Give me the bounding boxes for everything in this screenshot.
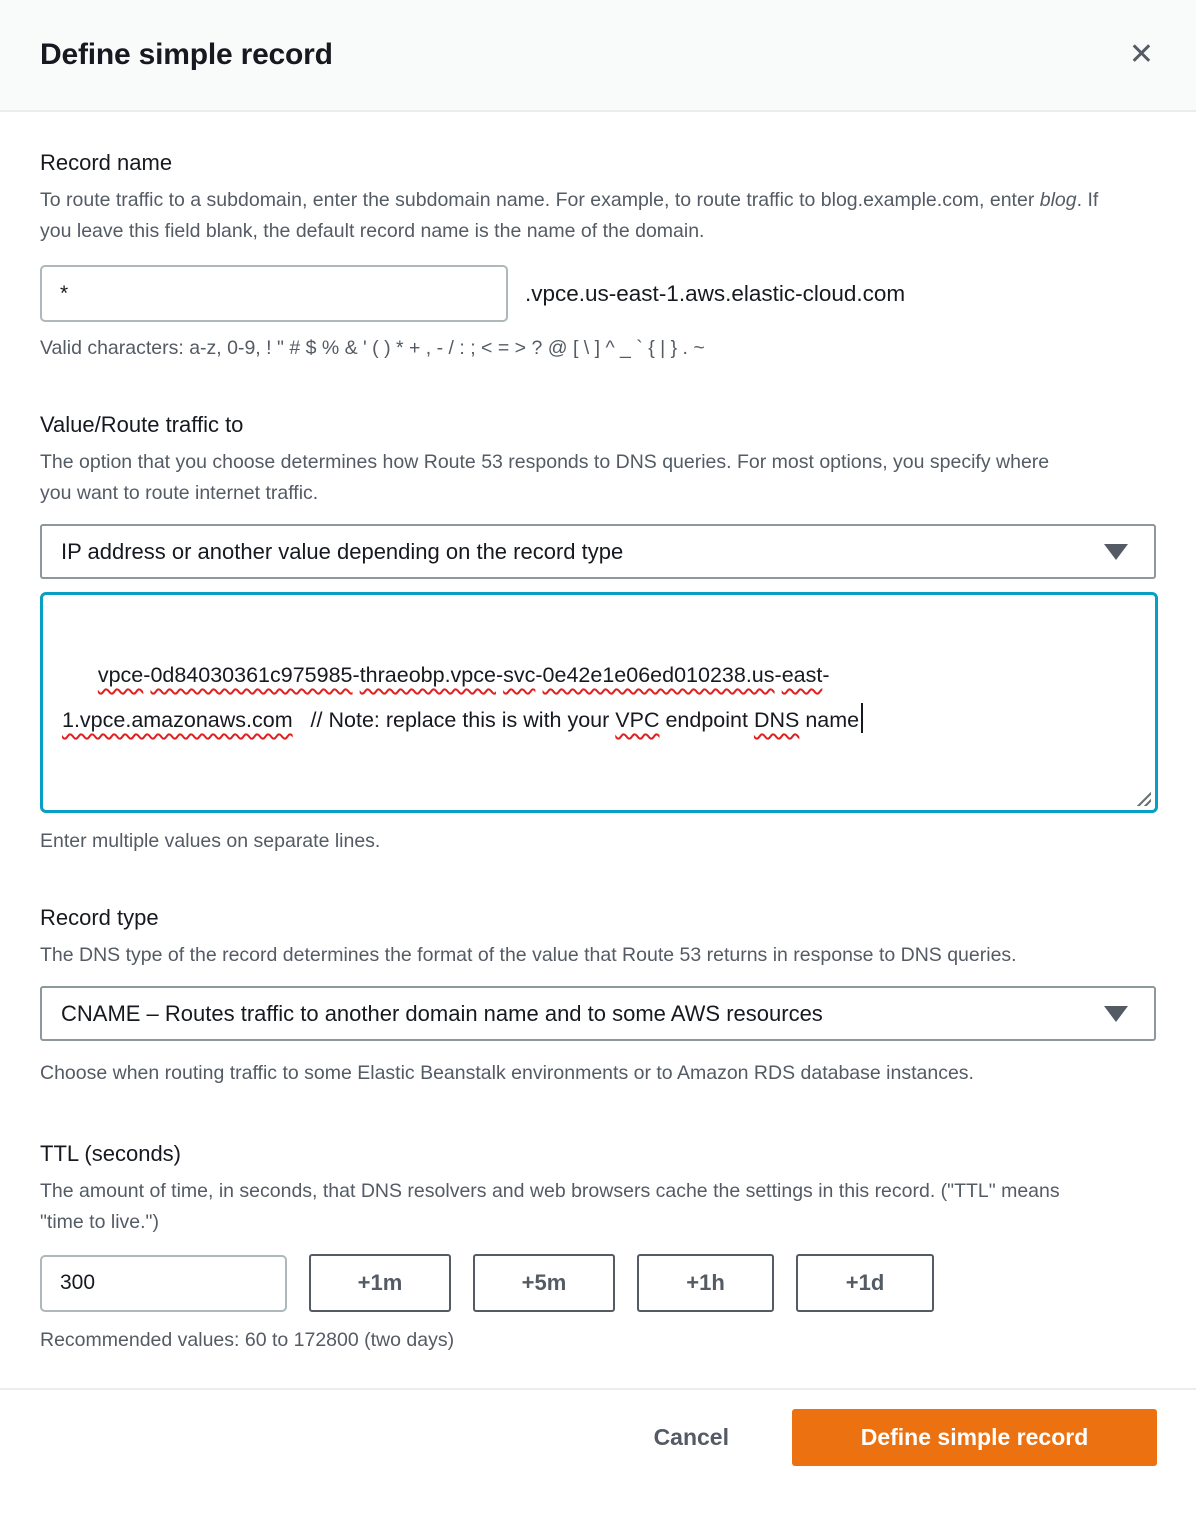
record-name-description: [40, 185, 1105, 247]
ttl-section: [40, 1141, 1156, 1352]
ttl-plus-5m-button[interactable]: +5m: [473, 1254, 615, 1312]
dialog-header: [0, 0, 1196, 112]
record-type-hint: Choose when routing traffic to some Elastic Beanstalk environments or to Amazon RDS database instances.: [40, 1062, 974, 1084]
route-traffic-label: Value/Route traffic to: [40, 412, 244, 437]
record-type-section: [40, 905, 1156, 1089]
ttl-recommendation: Recommended values: 60 to 172800 (two days): [40, 1329, 455, 1351]
define-simple-record-button[interactable]: Define simple record: [792, 1409, 1157, 1466]
value-text-segment: -: [352, 663, 360, 687]
ttl-plus-1h-button[interactable]: +1h: [637, 1254, 774, 1312]
record-name-section: [40, 150, 1156, 360]
text-cursor: [861, 703, 863, 733]
record-type-select[interactable]: [40, 986, 1156, 1041]
value-text-segment: DNS: [753, 708, 800, 732]
domain-suffix: .vpce.us-east-1.aws.elastic-cloud.com: [525, 280, 906, 306]
record-type-description: The DNS type of the record determines the format of the value that Route 53 returns in response to DNS queries.: [40, 944, 1017, 966]
ttl-input[interactable]: [40, 1255, 287, 1312]
value-text-segment: -: [495, 663, 504, 687]
ttl-plus-1d-button[interactable]: +1d: [796, 1254, 934, 1312]
value-text-segment: -: [822, 663, 830, 687]
record-name-description-part2: . If you leave this field blank, the default record name is the name of the domain.: [40, 189, 1099, 242]
value-text-segment: 0d84030361c975985: [150, 663, 353, 687]
dialog-body: [0, 112, 1196, 1352]
route-traffic-select[interactable]: [40, 524, 1156, 579]
dialog-title: Define simple record: [40, 38, 333, 71]
record-type-selected-option: CNAME – Routes traffic to another domain name and to some AWS resources: [61, 1000, 823, 1026]
value-text-segment: // Note: replace this is with your: [292, 708, 616, 732]
value-text-segment: east: [781, 663, 823, 687]
value-text-segment: name: [799, 708, 860, 732]
route-traffic-section: [40, 412, 1156, 853]
value-text-segment: -: [143, 663, 151, 687]
close-icon[interactable]: ✕: [1128, 37, 1154, 72]
value-text-segment: 0e42e1e06ed010238.us: [542, 663, 775, 687]
valid-characters-hint: Valid characters: a-z, 0-9, ! " # $ % & ' ( ) * + , - / : ; < = > ? @ [ \ ] ^ _ ` { | } . ~: [40, 337, 705, 359]
value-text-segment: endpoint: [659, 708, 754, 732]
dialog-footer: [0, 1388, 1196, 1466]
value-textarea[interactable]: [40, 592, 1158, 813]
record-name-row: [40, 265, 1156, 322]
ttl-row: [40, 1254, 1156, 1312]
multiple-values-hint: Enter multiple values on separate lines.: [40, 830, 381, 852]
record-name-input[interactable]: [40, 265, 508, 322]
value-text-segment: vpce: [97, 663, 144, 687]
route-traffic-selected-option: IP address or another value depending on the record type: [61, 538, 624, 564]
chevron-down-icon: [1104, 544, 1128, 560]
record-type-label: Record type: [40, 905, 159, 930]
record-name-description-italic: blog: [1039, 189, 1077, 211]
record-name-label: Record name: [40, 150, 173, 175]
value-text-segment: -: [774, 663, 782, 687]
route-traffic-description: The option that you choose determines how Route 53 responds to DNS queries. For most options, you specify where you want to route internet traffic.: [40, 451, 1050, 504]
ttl-label: TTL (seconds): [40, 1141, 182, 1166]
chevron-down-icon: [1104, 1006, 1128, 1022]
value-text-segment: -: [535, 663, 543, 687]
value-text-segment: 1.vpce.amazonaws.com: [62, 708, 293, 732]
value-text-segment: VPC: [615, 708, 660, 732]
resize-handle[interactable]: [1136, 791, 1151, 806]
ttl-description: The amount of time, in seconds, that DNS resolvers and web browsers cache the settings in this record. ("TTL" means "time to live."): [40, 1180, 1060, 1233]
value-text-segment: thraeobp.vpce: [359, 663, 496, 687]
record-name-description-part1: To route traffic to a subdomain, enter the subdomain name. For example, to route traffic to blog.example.com, enter: [40, 189, 1040, 211]
cancel-button[interactable]: Cancel: [653, 1424, 729, 1450]
value-text-segment: svc: [503, 663, 536, 687]
ttl-plus-1m-button[interactable]: +1m: [309, 1254, 451, 1312]
